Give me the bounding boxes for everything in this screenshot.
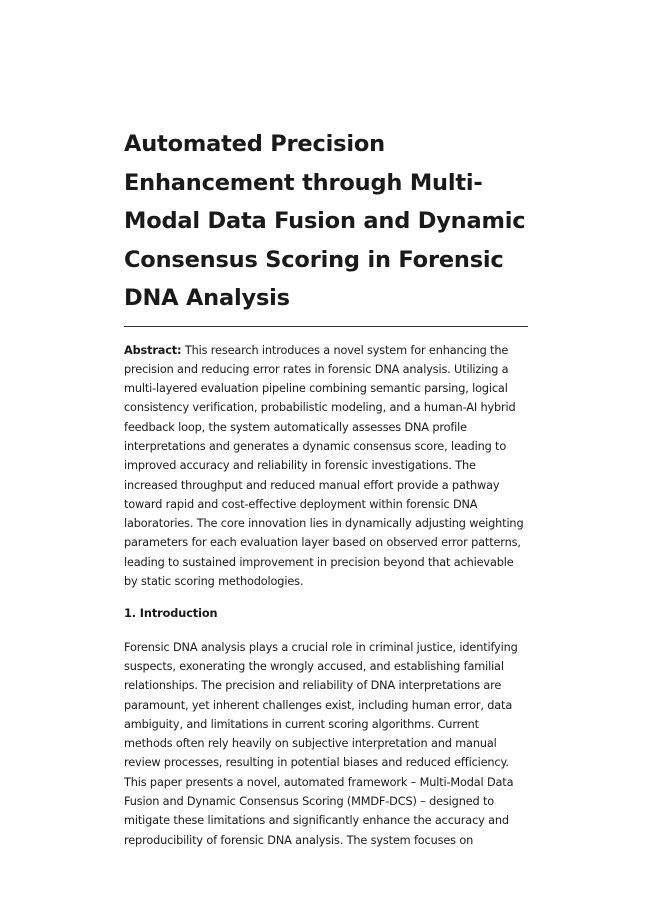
abstract-label: Abstract: [124, 343, 182, 357]
abstract-text: This research introduces a novel system for enhancing the precision and reducing error rates in forensic DNA analysis. Utilizing a multi-layered evaluation pipeline combining semantic parsing, logical consistency verification, probabilistic modeling, and a human-AI hybrid feedback loop, the system automatically assesses DNA profile interpretations and generates a dynamic consensus score, leading to improved accuracy and reliability in forensic investigations. The increased throughput and reduced manual effort provide a pathway toward rapid and cost-effective deployment within forensic DNA laboratories. The core innovation lies in dynamically adjusting weighting parameters for each evaluation layer based on observed error patterns, leading to sustained improvement in precision beyond that achievable by static scoring methodologies. [124, 343, 524, 589]
paper-page [124, 125, 529, 850]
paper-title: Automated Precision Enhancement through Multi-Modal Data Fusion and Dynamic Consensus Scoring in Forensic DNA Analysis [124, 131, 526, 311]
section-heading-introduction: 1. Introduction [124, 607, 218, 621]
introduction-paragraph: Forensic DNA analysis plays a crucial role in criminal justice, identifying suspects, exonerating the wrongly accused, and establishing familial relationships. The precision and reliability of DNA interpretations are paramount, yet inherent challenges exist, including human error, data ambiguity, and limitations in current scoring algorithms. Current methods often rely heavily on subjective interpretation and manual review processes, resulting in potential biases and reduced efficiency. This paper presents a novel, automated framework – Multi-Modal Data Fusion and Dynamic Consensus Scoring (MMDF-DCS) – designed to mitigate these limitations and significantly enhance the accuracy and reproducibility of forensic DNA analysis. The system focuses on [124, 640, 518, 847]
abstract-paragraph [124, 341, 529, 592]
title-divider [124, 326, 528, 327]
